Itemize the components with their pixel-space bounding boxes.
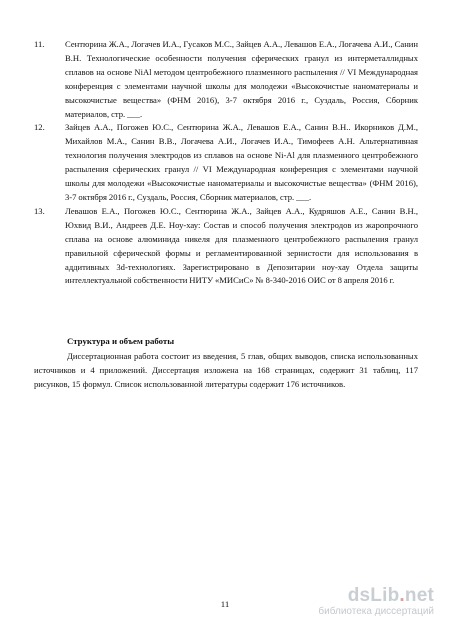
section-title: Структура и объем работы [67, 336, 175, 346]
reference-number: 11. [34, 39, 45, 49]
watermark-logo-main: dsLib [347, 585, 400, 606]
watermark-logo [318, 586, 434, 606]
watermark-logo-dot: . [399, 585, 405, 606]
reference-list [34, 38, 418, 288]
reference-text: Левашов Е.А., Погожев Ю.С., Сентюрина Ж.А., Зайцев А.А., Кудряшов А.Е., Санин В.Н., Юхвид В.И., Андреев Д.Е. Ноу-хау: Состав и способ получения электродов из жаропрочного сплава на основе алюминида никеля для плазменного центробежного распыления гранул правильной сферической формы и регламентированной зернистости для использования в аддитивных 3d-технологиях. Зарегистрировано в Депозитарии ноу-хау Отдела защиты интеллектуальной собственности НИТУ «МИСиС» № 8-340-2016 ОИС от 8 апреля 2016 г. [65, 205, 418, 286]
section-body: Диссертационная работа состоит из введения, 5 глав, общих выводов, списка использованных источников и 4 приложений. Диссертация изложена на 168 страницах, содержит 31 таблиц, 117 рисунков, 15 формул. Список использованной литературы содержит 176 источников. [34, 351, 418, 389]
reference-item [34, 38, 418, 121]
reference-item [34, 121, 418, 204]
reference-text: Зайцев А.А., Погожев Ю.С., Сентюрина Ж.А., Левашов Е.А., Санин В.Н.. Икорников Д.М., Михайлов М.А., Санин В.В., Логачева А.И., Логачев И.А., Тимофеев А.Н. Альтернативная технология получения электродов из сплавов на основе Ni-Al для плазменного центробежного распыления сферических гранул // VI Международная конференция с элементами научной школы для молодежи «Высокочистые наноматериалы и высокочистые вещества» (ФНМ 2016), 3-7 октября 2016 г., Суздаль, Россия, Сборник материалов, стр. ___. [65, 122, 418, 202]
reference-number: 13. [34, 205, 45, 216]
watermark [318, 586, 434, 618]
reference-item [34, 205, 418, 288]
watermark-tagline: библиотека диссертаций [318, 606, 434, 617]
watermark-logo-tld: net [404, 585, 434, 606]
page-number: 11 [220, 599, 230, 609]
reference-text: Сентюрина Ж.А., Логачев И.А., Гусаков М.С., Зайцев А.А., Левашов Е.А., Логачева А.И., Санин В.Н. Технологические особенности получения сферических гранул из интерметаллидных сплавов на основе NiAl методом центробежного плазменного распыления // VI Международная конференция с элементами научной школы для молодежи «Высокочистые наноматериалы и высокочистые вещества» (ФНМ 2016), 3-7 октября 2016 г., Суздаль, Россия, Сборник материалов, стр. ___. [65, 39, 418, 119]
reference-number: 12. [34, 122, 45, 133]
